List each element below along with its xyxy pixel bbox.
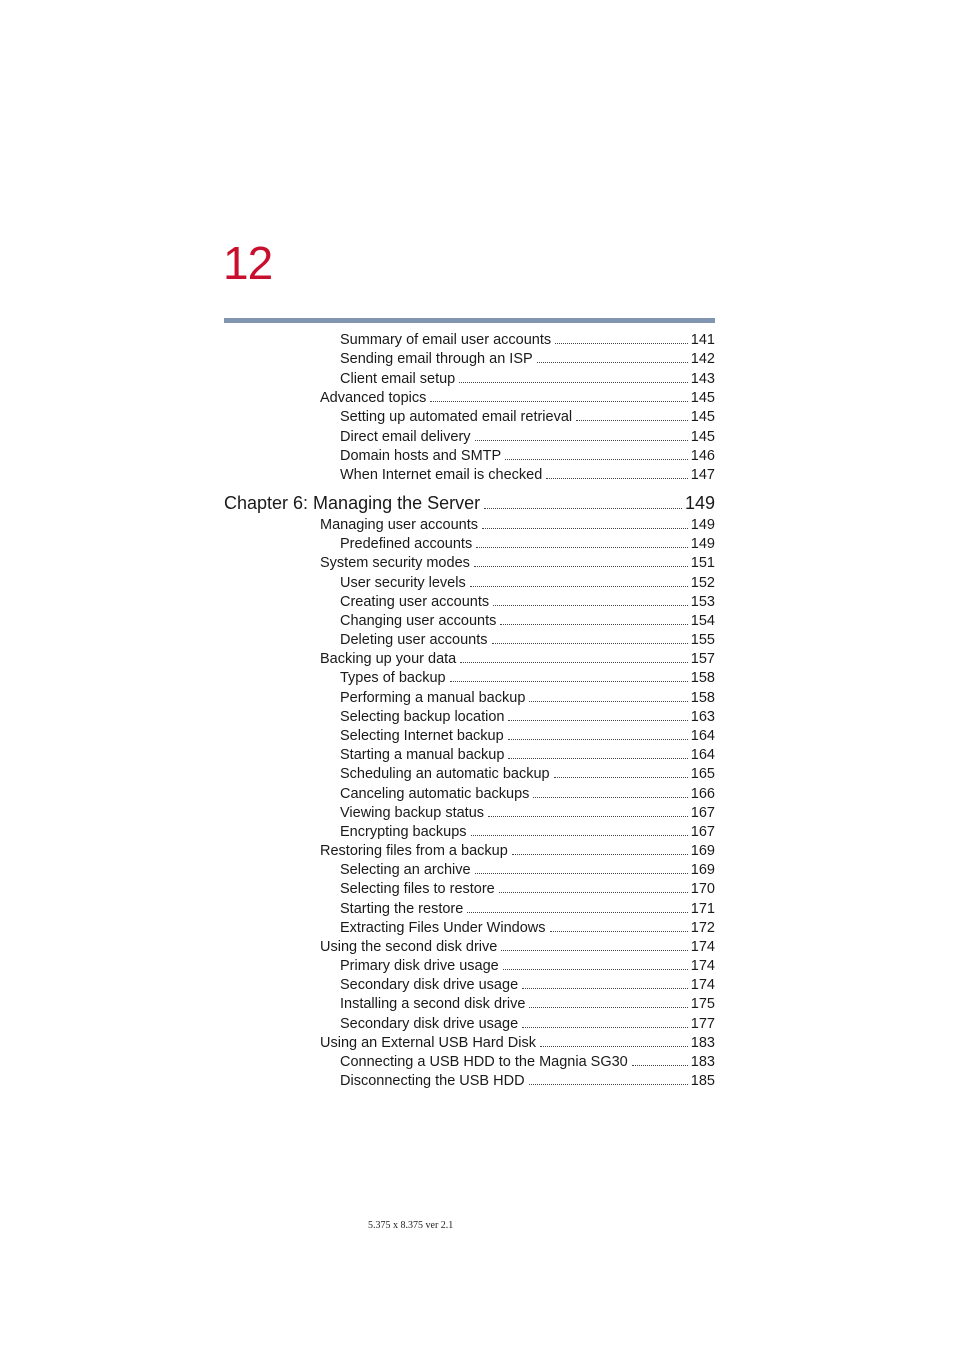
- toc-entry-label: Managing user accounts: [320, 517, 478, 533]
- toc-entry-page-number: 163: [690, 709, 715, 725]
- toc-entry-page-number: 183: [690, 1054, 715, 1070]
- dot-leader: [546, 478, 688, 479]
- dot-leader: [450, 681, 688, 682]
- toc-entry[interactable]: [340, 823, 715, 842]
- dot-leader: [508, 720, 687, 721]
- dot-leader: [492, 643, 688, 644]
- toc-entry[interactable]: [340, 428, 715, 447]
- dot-leader: [537, 362, 688, 363]
- toc-entry-page-number: 157: [690, 651, 715, 667]
- toc-entry[interactable]: [340, 727, 715, 746]
- toc-entry[interactable]: [340, 350, 715, 369]
- toc-entry-page-number: 151: [690, 555, 715, 571]
- toc-entry-page-number: 175: [690, 996, 715, 1012]
- toc-entry-page-number: 145: [690, 409, 715, 425]
- toc-entry-label: Starting the restore: [340, 901, 464, 917]
- toc-entry-label: Connecting a USB HDD to the Magnia SG30: [340, 1054, 628, 1070]
- dot-leader: [430, 401, 687, 402]
- toc-entry[interactable]: [340, 995, 715, 1014]
- toc-entry[interactable]: [340, 957, 715, 976]
- toc-entry-label: Chapter 6: Managing the Server: [224, 493, 481, 513]
- toc-entry-page-number: 146: [690, 448, 715, 464]
- toc-entry[interactable]: [340, 689, 715, 708]
- toc-entry-label: Starting a manual backup: [340, 747, 505, 763]
- toc-entry-label: Direct email delivery: [340, 429, 471, 445]
- toc-entry-page-number: 149: [690, 517, 715, 533]
- toc-entry[interactable]: [340, 880, 715, 899]
- dot-leader: [529, 701, 687, 702]
- toc-entry[interactable]: [340, 1072, 715, 1091]
- toc-entry-label: Restoring files from a backup: [320, 843, 508, 859]
- toc-entry-page-number: 174: [690, 958, 715, 974]
- toc-entry-page-number: 149: [684, 493, 715, 513]
- dot-leader: [499, 892, 688, 893]
- toc-entry-label: Using an External USB Hard Disk: [320, 1035, 536, 1051]
- toc-entry[interactable]: [340, 593, 715, 612]
- toc-entry-label: Viewing backup status: [340, 805, 485, 821]
- toc-entry-label: Selecting backup location: [340, 709, 505, 725]
- toc-entry-label: Creating user accounts: [340, 594, 490, 610]
- toc-entry[interactable]: [340, 708, 715, 727]
- toc-entry[interactable]: [340, 746, 715, 765]
- toc-entry[interactable]: [340, 612, 715, 631]
- toc-entry-label: Installing a second disk drive: [340, 996, 526, 1012]
- toc-entry-page-number: 177: [690, 1016, 715, 1032]
- dot-leader: [493, 605, 688, 606]
- toc-entry-label: Domain hosts and SMTP: [340, 448, 502, 464]
- toc-entry-page-number: 170: [690, 881, 715, 897]
- toc-entry-page-number: 183: [690, 1035, 715, 1051]
- dot-leader: [501, 950, 687, 951]
- toc-entry-page-number: 166: [690, 786, 715, 802]
- dot-leader: [550, 931, 688, 932]
- toc-entry-page-number: 164: [690, 728, 715, 744]
- toc-entry[interactable]: [340, 1015, 715, 1034]
- toc-entry[interactable]: [340, 466, 715, 485]
- toc-entry-page-number: 145: [690, 390, 715, 406]
- toc-entry-label: Performing a manual backup: [340, 690, 526, 706]
- dot-leader: [459, 382, 688, 383]
- toc-entry-label: Summary of email user accounts: [340, 332, 552, 348]
- dot-leader: [475, 873, 688, 874]
- toc-entry[interactable]: [320, 938, 715, 957]
- toc-entry[interactable]: [340, 631, 715, 650]
- dot-leader: [512, 854, 688, 855]
- toc-entry-page-number: 155: [690, 632, 715, 648]
- toc-entry[interactable]: [320, 554, 715, 573]
- toc-entry-label: Predefined accounts: [340, 536, 473, 552]
- toc-entry[interactable]: [320, 650, 715, 669]
- toc-entry-page-number: 174: [690, 939, 715, 955]
- dot-leader: [482, 528, 688, 529]
- toc-entry-label: Selecting Internet backup: [340, 728, 504, 744]
- toc-entry-label: Deleting user accounts: [340, 632, 488, 648]
- dot-leader: [522, 988, 688, 989]
- toc-entry[interactable]: [340, 1053, 715, 1072]
- dot-leader: [632, 1065, 688, 1066]
- toc-entry[interactable]: [340, 370, 715, 389]
- dot-leader: [576, 420, 688, 421]
- toc-entry-page-number: 164: [690, 747, 715, 763]
- footer-trim-note: 5.375 x 8.375 ver 2.1: [368, 1220, 454, 1231]
- toc-entry-label: User security levels: [340, 575, 466, 591]
- toc-entry-page-number: 174: [690, 977, 715, 993]
- header-rule: [224, 318, 715, 323]
- toc-entry-page-number: 153: [690, 594, 715, 610]
- dot-leader: [555, 343, 688, 344]
- toc-entry-label: Disconnecting the USB HDD: [340, 1073, 525, 1089]
- toc-entry-label: Extracting Files Under Windows: [340, 920, 546, 936]
- dot-leader: [529, 1084, 688, 1085]
- toc-entry-page-number: 152: [690, 575, 715, 591]
- dot-leader: [503, 969, 688, 970]
- toc-entry[interactable]: [340, 900, 715, 919]
- toc-entry-label: Changing user accounts: [340, 613, 497, 629]
- toc-entry[interactable]: [340, 861, 715, 880]
- toc-entry-page-number: 185: [690, 1073, 715, 1089]
- toc-entry[interactable]: [340, 408, 715, 427]
- toc-entry-label: Canceling automatic backups: [340, 786, 530, 802]
- toc-entry-label: Client email setup: [340, 371, 456, 387]
- toc-entry-page-number: 141: [690, 332, 715, 348]
- toc-entry[interactable]: [320, 1034, 715, 1053]
- toc-entry-label: System security modes: [320, 555, 470, 571]
- toc-entry[interactable]: [320, 516, 715, 535]
- toc-entry-page-number: 158: [690, 670, 715, 686]
- toc-entry-label: Using the second disk drive: [320, 939, 498, 955]
- toc-entry-page-number: 145: [690, 429, 715, 445]
- toc-entry-page-number: 169: [690, 862, 715, 878]
- dot-leader: [488, 816, 688, 817]
- toc-entry-label: Sending email through an ISP: [340, 351, 533, 367]
- toc-entry-page-number: 167: [690, 824, 715, 840]
- toc-chapter-entry[interactable]: [224, 492, 715, 514]
- dot-leader: [533, 797, 687, 798]
- dot-leader: [505, 459, 688, 460]
- toc-entry-page-number: 149: [690, 536, 715, 552]
- dot-leader: [474, 566, 688, 567]
- toc-entry[interactable]: [340, 535, 715, 554]
- dot-leader: [467, 912, 687, 913]
- toc-entry[interactable]: [340, 669, 715, 688]
- toc-entry[interactable]: [340, 804, 715, 823]
- dot-leader: [554, 777, 688, 778]
- toc-entry-page-number: 143: [690, 371, 715, 387]
- toc-entry[interactable]: [340, 574, 715, 593]
- toc-entry-label: Encrypting backups: [340, 824, 467, 840]
- page-number: 12: [223, 237, 273, 289]
- toc-entry-page-number: 158: [690, 690, 715, 706]
- toc-entry[interactable]: [340, 331, 715, 350]
- toc-entry-label: Scheduling an automatic backup: [340, 766, 550, 782]
- toc-entry-label: Setting up automated email retrieval: [340, 409, 573, 425]
- toc-entry-label: Secondary disk drive usage: [340, 1016, 519, 1032]
- toc-entry-page-number: 147: [690, 467, 715, 483]
- dot-leader: [508, 739, 688, 740]
- toc-entry-page-number: 142: [690, 351, 715, 367]
- toc-entry[interactable]: [340, 765, 715, 784]
- toc-entry[interactable]: [340, 785, 715, 804]
- toc-entry-page-number: 154: [690, 613, 715, 629]
- dot-leader: [484, 508, 682, 509]
- dot-leader: [508, 758, 687, 759]
- toc-entry-label: Selecting files to restore: [340, 881, 495, 897]
- toc-entry-label: Selecting an archive: [340, 862, 471, 878]
- toc-entry-label: When Internet email is checked: [340, 467, 543, 483]
- toc-entry-label: Secondary disk drive usage: [340, 977, 519, 993]
- dot-leader: [529, 1007, 687, 1008]
- dot-leader: [470, 586, 688, 587]
- dot-leader: [500, 624, 687, 625]
- dot-leader: [475, 440, 688, 441]
- toc-entry-page-number: 169: [690, 843, 715, 859]
- toc-entry-label: Primary disk drive usage: [340, 958, 499, 974]
- toc-entry-label: Backing up your data: [320, 651, 457, 667]
- toc-entry-page-number: 171: [690, 901, 715, 917]
- toc-entry-label: Types of backup: [340, 670, 446, 686]
- toc-entry-page-number: 167: [690, 805, 715, 821]
- toc-entry[interactable]: [320, 389, 715, 408]
- toc-entry-page-number: 172: [690, 920, 715, 936]
- toc-entry[interactable]: [340, 919, 715, 938]
- dot-leader: [522, 1027, 688, 1028]
- dot-leader: [540, 1046, 688, 1047]
- toc-entry[interactable]: [340, 976, 715, 995]
- dot-leader: [460, 662, 688, 663]
- toc-entry[interactable]: [320, 842, 715, 861]
- dot-leader: [476, 547, 688, 548]
- dot-leader: [471, 835, 688, 836]
- toc-entry-page-number: 165: [690, 766, 715, 782]
- toc-entry[interactable]: [340, 447, 715, 466]
- toc-entry-label: Advanced topics: [320, 390, 427, 406]
